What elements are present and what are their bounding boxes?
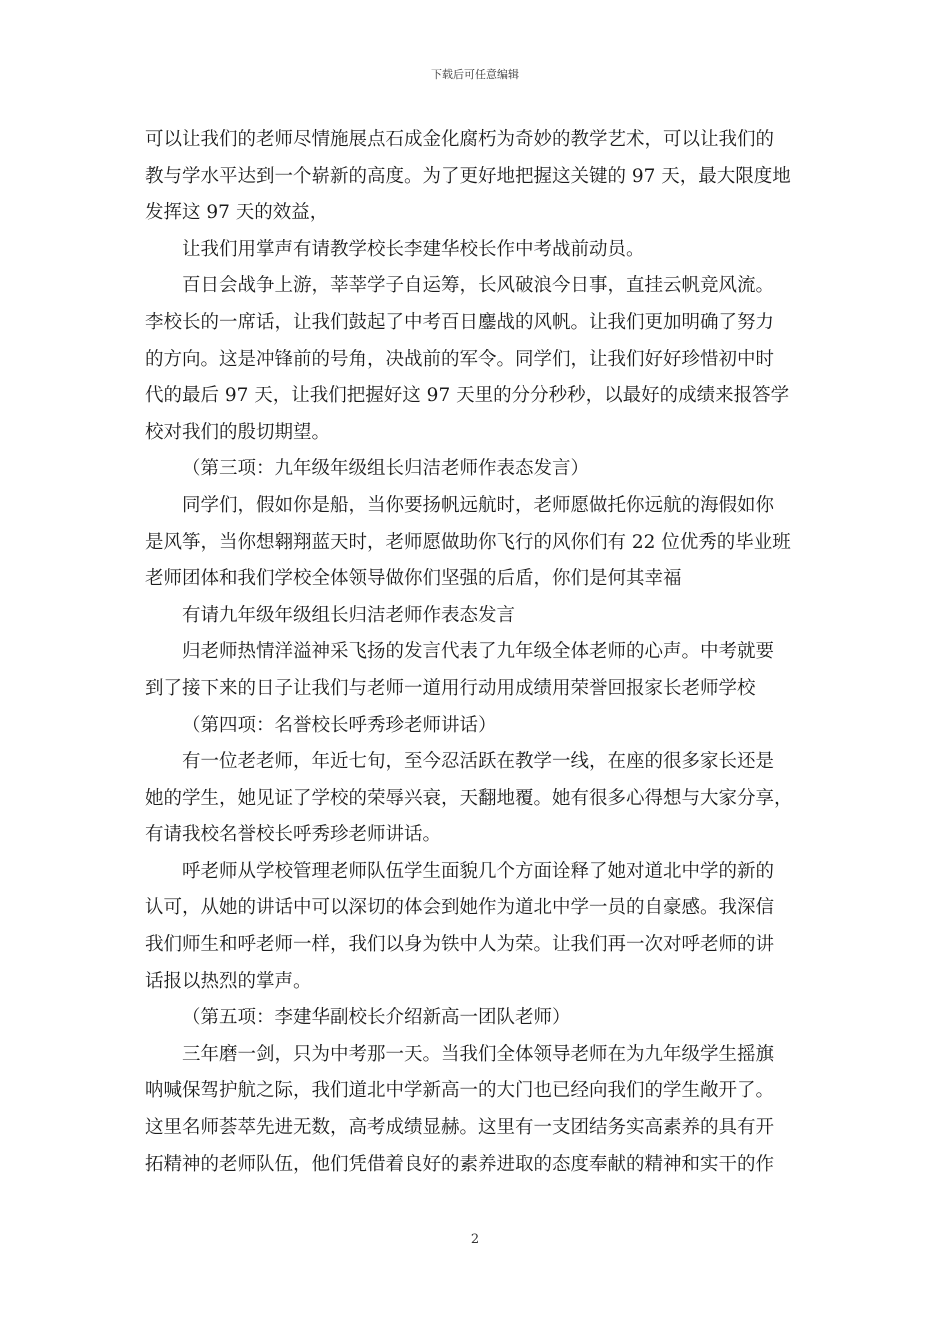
text-line: 话报以热烈的掌声。 [145,970,312,992]
text-line: 让我们用掌声有请教学校长李建华校长作中考战前动员。 [182,238,645,260]
text-line: 拓精神的老师队伍，他们凭借着良好的素养进取的态度奉献的精神和实干的作 [145,1153,775,1175]
text-line: 是风筝，当你想翱翔蓝天时，老师愿做助你飞行的风你们有 22 位优秀的毕业班 [145,531,791,553]
text-line: 她的学生，她见证了学校的荣辱兴衰，天翻地覆。她有很多心得想与大家分享， [145,787,793,809]
text-line: 教与学水平达到一个崭新的高度。为了更好地把握这关键的 97 天，最大限度地 [145,165,791,187]
text-line: 代的最后 97 天，让我们把握好这 97 天里的分分秒秒，以最好的成绩来报答学 [145,385,790,407]
text-line: 校对我们的殷切期望。 [145,421,331,443]
text-line: 有一位老老师，年近七旬，至今忍活跃在教学一线，在座的很多家长还是 [182,751,775,773]
text-line: 呼老师从学校管理老师队伍学生面貌几个方面诠释了她对道北中学的新的 [182,860,775,882]
text-line: （第四项：名誉校长呼秀珍老师讲话） [182,714,497,736]
text-line: 认可，从她的讲话中可以深切的体会到她作为道北中学一员的自豪感。我深信 [145,897,775,919]
text-line: 的方向。这是冲锋前的号角，决战前的军令。同学们，让我们好好珍惜初中时 [145,348,775,370]
text-line: 李校长的一席话，让我们鼓起了中考百日鏖战的风帆。让我们更加明确了努力 [145,311,775,333]
text-line: 百日会战争上游，莘莘学子自运筹，长风破浪今日事，直挂云帆竞风流。 [182,275,775,297]
text-line: 发挥这 97 天的效益， [145,202,329,224]
page-number: 2 [470,1232,480,1247]
text-line: 这里名师荟萃先进无数，高考成绩显赫。这里有一支团结务实高素养的具有开 [145,1117,775,1139]
text-line: （第五项：李建华副校长介绍新高一团队老师） [182,1007,571,1029]
text-line: 我们师生和呼老师一样，我们以身为铁中人为荣。让我们再一次对呼老师的讲 [145,934,775,956]
text-line: （第三项：九年级年级组长归洁老师作表态发言） [182,458,590,480]
document-body [145,122,807,1183]
text-line: 老师团体和我们学校全体领导做你们坚强的后盾，你们是何其幸福 [145,568,682,590]
text-line: 呐喊保驾护航之际，我们道北中学新高一的大门也已经向我们的学生敞开了。 [145,1080,775,1102]
text-line: 同学们，假如你是船，当你要扬帆远航时，老师愿做托你远航的海假如你 [182,494,775,516]
text-line: 归老师热情洋溢神采飞扬的发言代表了九年级全体老师的心声。中考就要 [182,641,775,663]
text-line: 有请九年级年级组长归洁老师作表态发言 [182,604,516,626]
page-header: 下载后可任意编辑 [431,68,519,81]
text-line: 有请我校名誉校长呼秀珍老师讲话。 [145,824,442,846]
text-line: 三年磨一剑，只为中考那一天。当我们全体领导老师在为九年级学生摇旗 [182,1043,775,1065]
text-line: 到了接下来的日子让我们与老师一道用行动用成绩用荣誉回报家长老师学校 [145,677,756,699]
text-line: 可以让我们的老师尽情施展点石成金化腐朽为奇妙的教学艺术，可以让我们的 [145,129,775,150]
